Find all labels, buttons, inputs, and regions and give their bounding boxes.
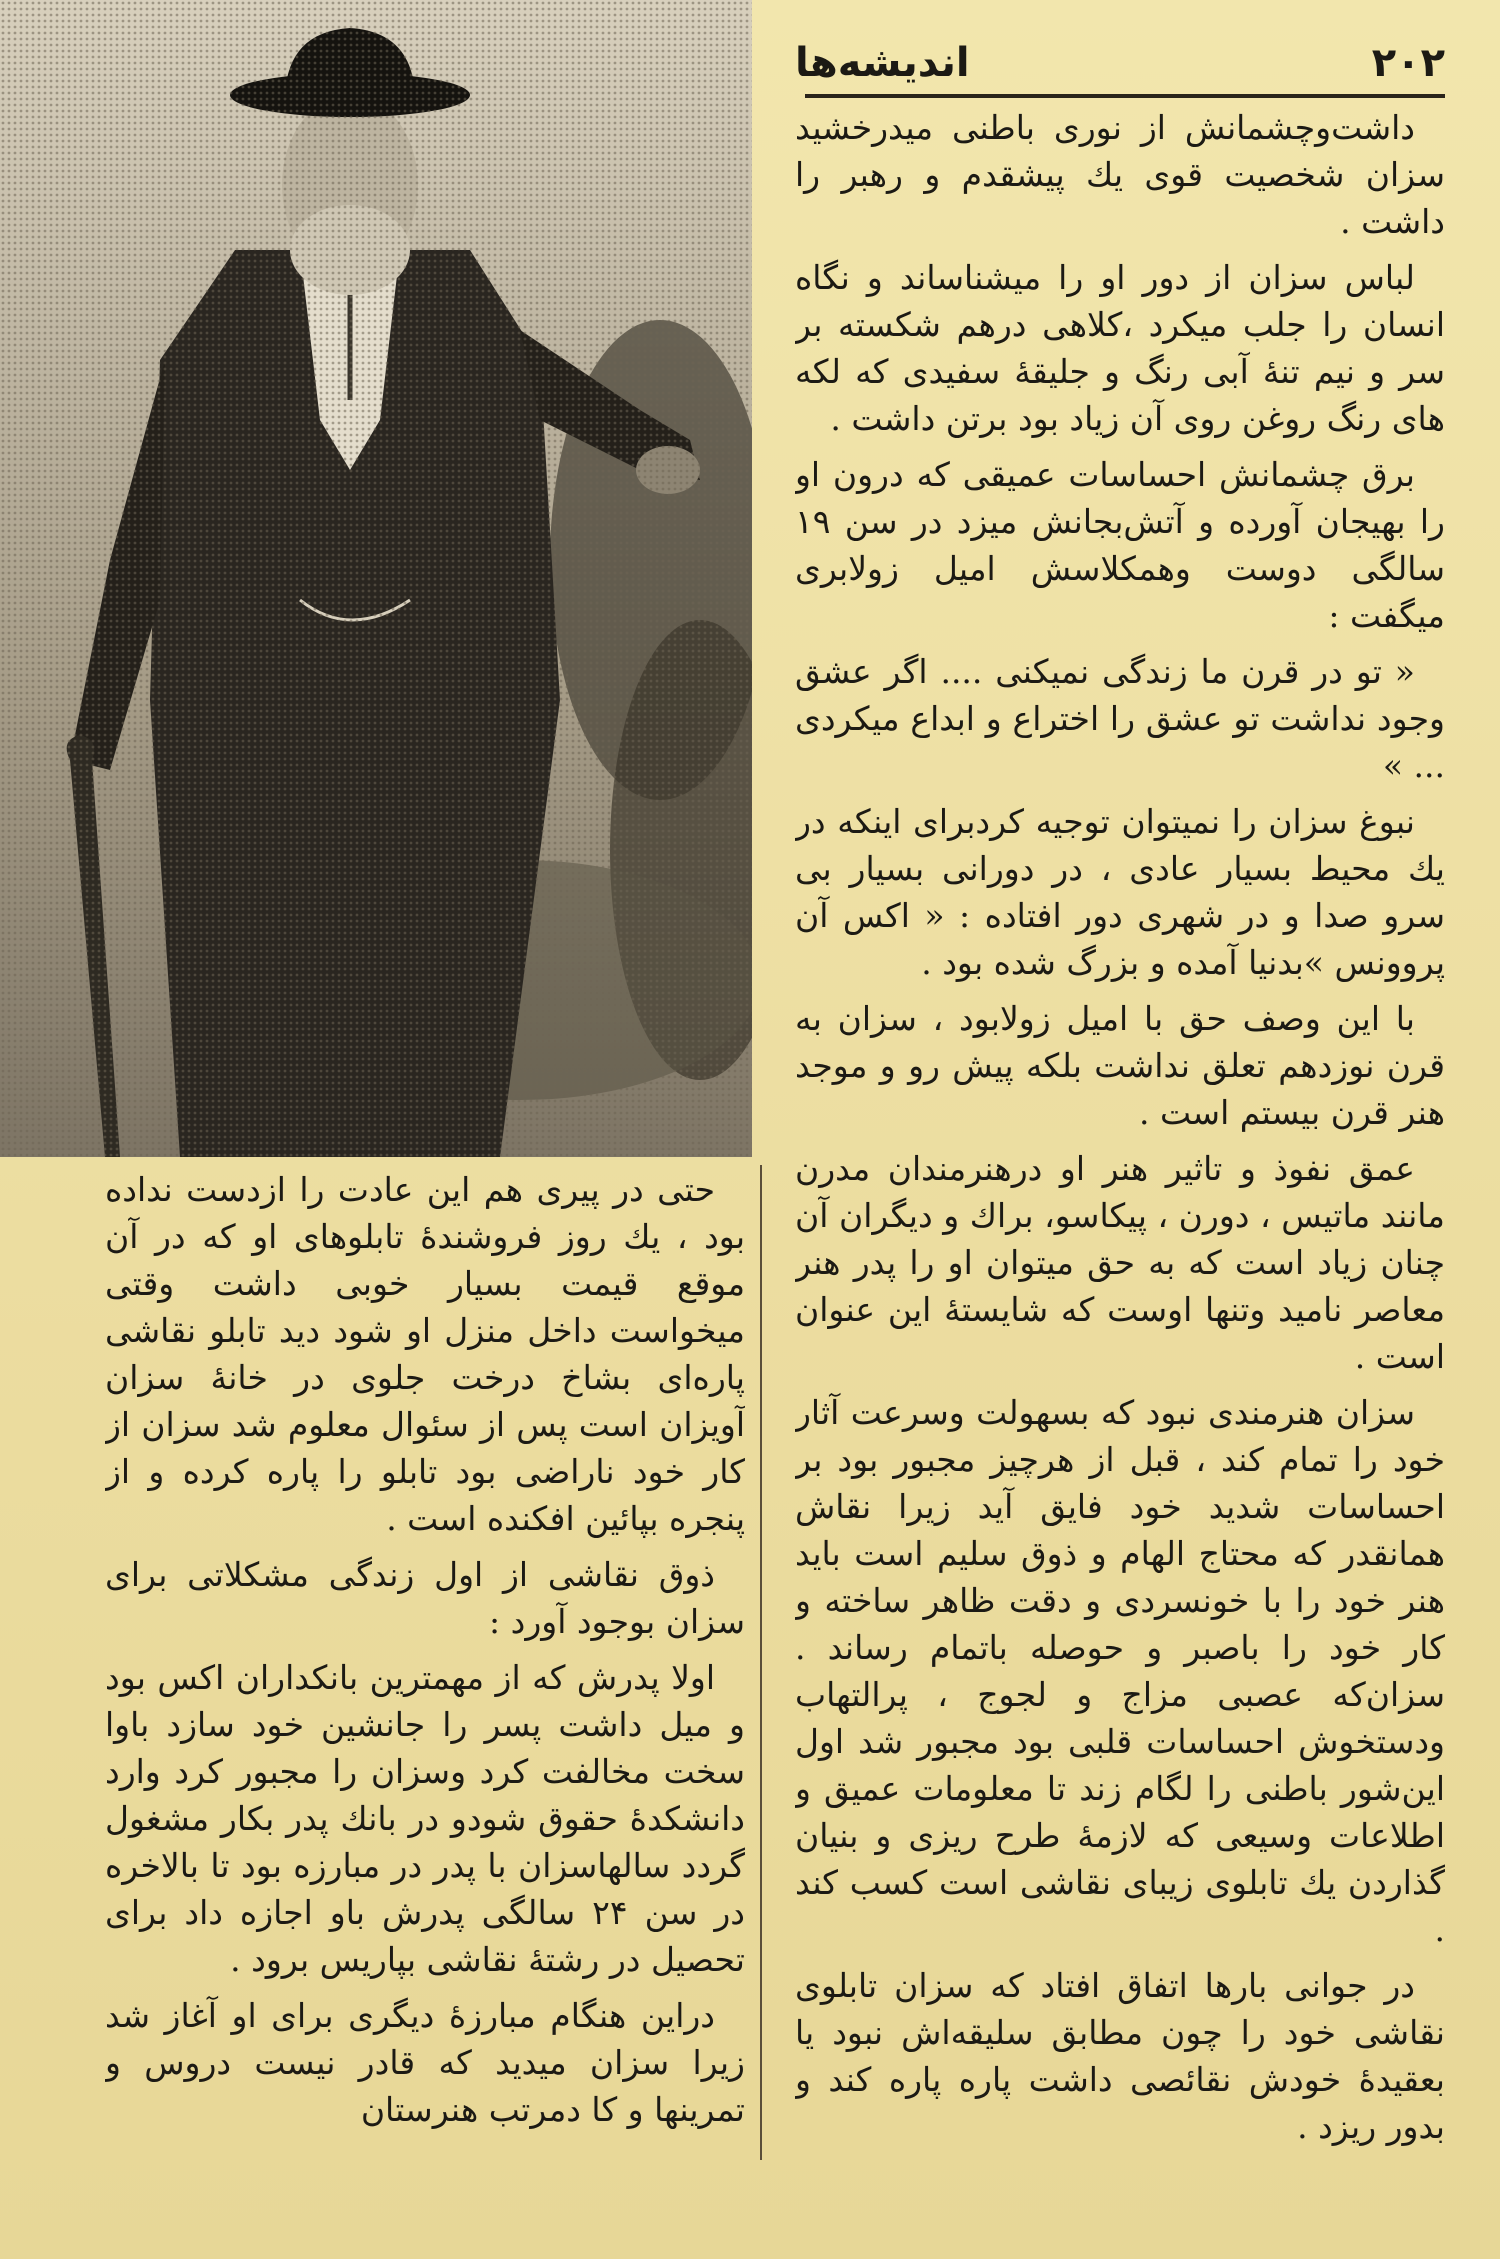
left-text-column	[105, 1166, 745, 2156]
paragraph: داشت‌وچشمانش از نوری باطنی میدرخشید سزان شخصیت قوی یك پیشقدم و رهبر را داشت .	[795, 108, 1445, 241]
portrait-photo	[0, 0, 752, 1157]
paragraph: حتی در پیری هم این عادت را ازدست نداده بود ، یك روز فروشندهٔ تابلوهای او که در آن موقع قیمت بسیار خوبی داشت وقتی میخواست داخل منزل او شود دید تابلو نقاشی پاره‌ای بشاخ درخت جلوی در خانهٔ سزان آویزان است پس از سئوال معلوم شد سزان از کار خود ناراضی بود تابلو را پاره کرده و از پنجره بپائین افکنده است .	[105, 1170, 745, 1538]
paragraph: لباس سزان از دور او را میشناساند و نگاه انسان را جلب میکرد ،کلاهی درهم شکسته بر سر و نیم تنهٔ آبی رنگ و جلیقهٔ سفیدی که لکه های رنگ روغن روی آن زیاد بود برتن داشت .	[795, 258, 1445, 438]
section-title: اندیشه‌ها	[795, 40, 970, 86]
paragraph: سزان هنرمندی نبود که بسهولت وسرعت آثار خود را تمام کند ، قبل از هرچیز مجبور بود بر احساسات شدید خود فایق آید زیرا نقاش همانقدر که محتاج الهام و ذوق سلیم است باید هنر خود را با خونسردی و دقت ظاهر ساخته و کار خود را باصبر و حوصله باتمام رساند . سزان‌که عصبی مزاج و لجوج ، پرالتهاب ودستخوش احساسات قلبی بود مجبور شد اول این‌شور باطنی را لگام زند تا معلومات عمیق و اطلاعات وسیعی که لازمهٔ طرح ریزی و بنیان گذاردن یك تابلوی زیبای نقاشی است کسب کند .	[795, 1393, 1445, 1949]
paragraph: نبوغ سزان را نمیتوان توجیه کردبرای اینکه در یك محیط بسیار عادی ، در دورانی بسیار بی سرو صدا و در شهری دور افتاده : « اکس آن پروونس »بدنیا آمده و بزرگ شده بود .	[795, 802, 1445, 982]
paragraph: « تو در قرن ما زندگی نمیکنی .... اگر عشق وجود نداشت تو عشق را اختراع و ابداع میکردی ... »	[795, 652, 1445, 785]
paragraph: دراین هنگام مبارزهٔ دیگری برای او آغاز شد زیرا سزان میدید که قادر نیست دروس و تمرینها و کا دمرتب هنرستان	[105, 1996, 745, 2129]
paragraph: با این وصف حق با امیل زولابود ، سزان به قرن نوزدهم تعلق نداشت بلکه پیش رو و موجد هنر قرن بیستم است .	[795, 999, 1445, 1132]
man-portrait-photo-icon	[0, 0, 752, 1157]
paragraph: عمق نفوذ و تاثیر هنر او درهنرمندان مدرن مانند ماتیس ، دورن ، پیکاسو، براك و دیگران آن چنان زیاد است که به حق میتوان او را پدر هنر معاصر نامید وتنها اوست که شایستهٔ این عنوان است .	[795, 1149, 1445, 1376]
page-number: ۲۰۲	[1371, 40, 1445, 86]
right-text-column	[795, 104, 1445, 2154]
paragraph: اولا پدرش که از مهمترین بانکداران اکس بود و میل داشت پسر را جانشین خود سازد باوا سخت مخالفت کرد وسزان را مجبور کرد وارد دانشکدهٔ حقوق شودو در بانك پدر بکار مشغول گردد سالهاسزان با پدر در مبارزه بود تا بالاخره در سن ۲۴ سالگی پدرش باو اجازه داد برای تحصیل در رشتهٔ نقاشی بپاریس برود .	[105, 1658, 745, 1979]
page-header	[795, 36, 1445, 96]
paragraph: ذوق نقاشی از اول زندگی مشکلاتی برای سزان بوجود آورد :	[105, 1555, 745, 1641]
paragraph: در جوانی بارها اتفاق افتاد که سزان تابلوی نقاشی خود را چون مطابق سلیقه‌اش نبود یا بعقیدهٔ خودش نقائصی داشت پاره پاره کند و بدور ریزد .	[795, 1966, 1445, 2146]
header-rule	[805, 94, 1445, 98]
paragraph: برق چشمانش احساسات عمیقی که درون او را بهیجان آورده و آتش‌بجانش میزد در سن ۱۹ سالگی دوست وهمکلاسش امیل زولابری میگفت :	[795, 455, 1445, 635]
column-divider	[760, 1165, 762, 2160]
